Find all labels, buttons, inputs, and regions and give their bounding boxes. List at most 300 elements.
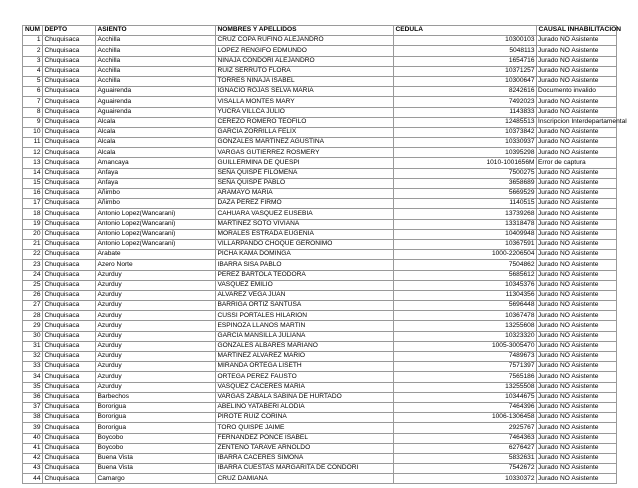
row-nombre: LOPEZ RENGIFO EDMUNDO <box>216 46 394 56</box>
table-row <box>23 219 617 229</box>
row-asiento: Acchilla <box>96 56 216 66</box>
row-asiento: Acchilla <box>96 46 216 56</box>
row-depto: Chuquisaca <box>43 36 96 46</box>
row-causal: Jurado NO Asistente <box>537 301 617 311</box>
row-causal: Jurado NO Asistente <box>537 331 617 341</box>
row-cedula: 10395298 <box>394 148 537 158</box>
row-causal: Jurado NO Asistente <box>537 107 617 117</box>
row-depto: Chuquisaca <box>43 138 96 148</box>
row-num: 9 <box>23 117 43 127</box>
row-depto: Chuquisaca <box>43 56 96 66</box>
row-depto: Chuquisaca <box>43 331 96 341</box>
row-causal: Jurado NO Asistente <box>537 148 617 158</box>
row-depto: Chuquisaca <box>43 392 96 402</box>
row-nombre: TORRES NINAJA ISABEL <box>216 76 394 86</box>
row-cedula: 13739268 <box>394 209 537 219</box>
row-causal: Jurado NO Asistente <box>537 127 617 137</box>
row-depto: Chuquisaca <box>43 453 96 463</box>
row-cedula: 7504862 <box>394 260 537 270</box>
row-asiento: Antonio Lopez(Wancarani) <box>96 229 216 239</box>
row-nombre: TORO QUISPE JAIME <box>216 423 394 433</box>
row-nombre: FERNANDEZ PONCE ISABEL <box>216 433 394 443</box>
row-asiento: Añimbo <box>96 189 216 199</box>
row-num: 1 <box>23 36 43 46</box>
row-nombre: NINAJA CONDORI ALEJANDRO <box>216 56 394 66</box>
row-asiento: Azurduy <box>96 321 216 331</box>
row-num: 2 <box>23 46 43 56</box>
header-nombre: NOMBRES Y APELLIDOS <box>216 26 394 36</box>
row-asiento: Aguairenda <box>96 107 216 117</box>
row-asiento: Azurduy <box>96 331 216 341</box>
row-num: 32 <box>23 352 43 362</box>
row-causal: Jurado NO Asistente <box>537 178 617 188</box>
row-cedula: 10409948 <box>394 229 537 239</box>
row-depto: Chuquisaca <box>43 209 96 219</box>
row-cedula: 5669529 <box>394 189 537 199</box>
row-causal: Jurado NO Asistente <box>537 219 617 229</box>
row-causal: Jurado NO Asistente <box>537 189 617 199</box>
row-nombre: GUILLERMINA DE QUESPI <box>216 158 394 168</box>
row-depto: Chuquisaca <box>43 229 96 239</box>
row-nombre: SEÑA QUISPE PABLO <box>216 178 394 188</box>
row-asiento: Azurduy <box>96 382 216 392</box>
row-causal: Jurado NO Asistente <box>537 362 617 372</box>
row-nombre: MARTINEZ SOTO VIVIANA <box>216 219 394 229</box>
row-nombre: CRUZ DAMIANA <box>216 474 394 484</box>
row-num: 6 <box>23 87 43 97</box>
table-row <box>23 199 617 209</box>
table-row <box>23 76 617 86</box>
table-row <box>23 443 617 453</box>
row-asiento: Azurduy <box>96 362 216 372</box>
row-cedula: 10345376 <box>394 280 537 290</box>
row-cedula: 7464396 <box>394 402 537 412</box>
row-cedula: 3658689 <box>394 178 537 188</box>
table-row <box>23 87 617 97</box>
row-depto: Chuquisaca <box>43 148 96 158</box>
row-num: 25 <box>23 280 43 290</box>
row-causal: Jurado NO Asistente <box>537 209 617 219</box>
row-depto: Chuquisaca <box>43 311 96 321</box>
row-nombre: MORALES ESTRADA EUGENIA <box>216 229 394 239</box>
row-cedula: 1000-2206504 <box>394 250 537 260</box>
row-num: 8 <box>23 107 43 117</box>
row-nombre: VARGAS ZABALA SABINA DE HURTADO <box>216 392 394 402</box>
row-causal: Jurado NO Asistente <box>537 46 617 56</box>
row-nombre: YUCRA VILLCA JULIO <box>216 107 394 117</box>
row-cedula: 10371257 <box>394 66 537 76</box>
row-cedula: 10330372 <box>394 474 537 484</box>
row-asiento: Azero Norte <box>96 260 216 270</box>
header-depto: DEPTO <box>43 26 96 36</box>
row-num: 27 <box>23 301 43 311</box>
row-cedula: 1010-1001656M <box>394 158 537 168</box>
row-asiento: Azurduy <box>96 290 216 300</box>
row-nombre: ALVAREZ VEGA JUAN <box>216 290 394 300</box>
row-cedula: 7492023 <box>394 97 537 107</box>
row-nombre: CEREZO ROMERO TEOFILO <box>216 117 394 127</box>
row-num: 21 <box>23 239 43 249</box>
row-depto: Chuquisaca <box>43 260 96 270</box>
row-causal: Jurado NO Asistente <box>537 168 617 178</box>
row-cedula: 7464363 <box>394 433 537 443</box>
row-cedula: 10373842 <box>394 127 537 137</box>
row-cedula: 8242616 <box>394 87 537 97</box>
row-num: 28 <box>23 311 43 321</box>
row-num: 7 <box>23 97 43 107</box>
row-depto: Chuquisaca <box>43 321 96 331</box>
table-row <box>23 372 617 382</box>
row-asiento: Acchilla <box>96 76 216 86</box>
row-asiento: Bororigua <box>96 423 216 433</box>
row-asiento: Buena Vista <box>96 453 216 463</box>
row-asiento: Añimbo <box>96 199 216 209</box>
table-row <box>23 168 617 178</box>
row-nombre: ESPINOZA LLANOS MARTIN <box>216 321 394 331</box>
row-depto: Chuquisaca <box>43 219 96 229</box>
row-cedula: 7542672 <box>394 464 537 474</box>
row-depto: Chuquisaca <box>43 464 96 474</box>
row-nombre: ABELINO YATABERI ALODIA <box>216 402 394 412</box>
row-nombre: BARRIGA ORTIZ SANTUSA <box>216 301 394 311</box>
row-num: 18 <box>23 209 43 219</box>
row-depto: Chuquisaca <box>43 168 96 178</box>
row-nombre: GARCIA MANSILLA JULIANA <box>216 331 394 341</box>
row-causal: Jurado NO Asistente <box>537 443 617 453</box>
row-nombre: GONZALES MARTINEZ AGUSTINA <box>216 138 394 148</box>
row-nombre: RUIZ SERRUTO FLORA <box>216 66 394 76</box>
row-depto: Chuquisaca <box>43 87 96 97</box>
table-row <box>23 127 617 137</box>
row-num: 30 <box>23 331 43 341</box>
row-num: 22 <box>23 250 43 260</box>
header-causal: CAUSAL INHABILITACION <box>537 26 617 36</box>
row-depto: Chuquisaca <box>43 66 96 76</box>
row-asiento: Alcala <box>96 138 216 148</box>
row-depto: Chuquisaca <box>43 443 96 453</box>
row-depto: Chuquisaca <box>43 158 96 168</box>
row-depto: Chuquisaca <box>43 362 96 372</box>
row-asiento: Camargo <box>96 474 216 484</box>
row-num: 41 <box>23 443 43 453</box>
row-depto: Chuquisaca <box>43 189 96 199</box>
row-num: 44 <box>23 474 43 484</box>
table-row <box>23 464 617 474</box>
row-depto: Chuquisaca <box>43 127 96 137</box>
row-num: 23 <box>23 260 43 270</box>
row-causal: Jurado NO Asistente <box>537 270 617 280</box>
row-cedula: 13255608 <box>394 321 537 331</box>
row-num: 16 <box>23 189 43 199</box>
row-nombre: PICHA KAMA DOMINGA <box>216 250 394 260</box>
row-depto: Chuquisaca <box>43 117 96 127</box>
row-cedula: 11304356 <box>394 290 537 300</box>
row-nombre: VASQUEZ CACERES MARIA <box>216 382 394 392</box>
row-depto: Chuquisaca <box>43 280 96 290</box>
row-causal: Jurado NO Asistente <box>537 229 617 239</box>
row-cedula: 10300647 <box>394 76 537 86</box>
row-depto: Chuquisaca <box>43 352 96 362</box>
row-causal: Jurado NO Asistente <box>537 464 617 474</box>
table-row <box>23 239 617 249</box>
row-depto: Chuquisaca <box>43 402 96 412</box>
row-depto: Chuquisaca <box>43 46 96 56</box>
spreadsheet <box>22 25 627 484</box>
row-cedula: 10330937 <box>394 138 537 148</box>
row-causal: Jurado NO Asistente <box>537 423 617 433</box>
row-depto: Chuquisaca <box>43 97 96 107</box>
row-causal: Jurado NO Asistente <box>537 280 617 290</box>
row-asiento: Antonio Lopez(Wancarani) <box>96 209 216 219</box>
row-depto: Chuquisaca <box>43 239 96 249</box>
table-row <box>23 209 617 219</box>
row-cedula: 10300103 <box>394 36 537 46</box>
row-nombre: VILLARPANDO CHOQUE GERONIMO <box>216 239 394 249</box>
row-cedula: 1654716 <box>394 56 537 66</box>
table-row <box>23 280 617 290</box>
row-asiento: Barbechos <box>96 392 216 402</box>
row-nombre: GONZALES ALBARES MARIANO <box>216 341 394 351</box>
row-nombre: CRUZ COPA RUFINO ALEJANDRO <box>216 36 394 46</box>
row-asiento: Azurduy <box>96 341 216 351</box>
table-row <box>23 250 617 260</box>
row-cedula: 5685612 <box>394 270 537 280</box>
row-nombre: ORTEGA PEREZ FAUSTO <box>216 372 394 382</box>
row-asiento: Azurduy <box>96 270 216 280</box>
row-asiento: Amancaya <box>96 158 216 168</box>
row-nombre: IBARRA SISA PABLO <box>216 260 394 270</box>
row-cedula: 6276427 <box>394 443 537 453</box>
header-cedula: CEDULA <box>394 26 537 36</box>
row-causal: Jurado NO Asistente <box>537 36 617 46</box>
table-row <box>23 117 617 127</box>
row-num: 42 <box>23 453 43 463</box>
row-depto: Chuquisaca <box>43 270 96 280</box>
row-depto: Chuquisaca <box>43 433 96 443</box>
row-depto: Chuquisaca <box>43 341 96 351</box>
row-asiento: Azurduy <box>96 372 216 382</box>
row-depto: Chuquisaca <box>43 413 96 423</box>
table-row <box>23 321 617 331</box>
row-num: 35 <box>23 382 43 392</box>
row-causal: Jurado NO Asistente <box>537 433 617 443</box>
table-row <box>23 290 617 300</box>
row-asiento: Aguairenda <box>96 97 216 107</box>
row-causal: Jurado NO Asistente <box>537 66 617 76</box>
row-num: 12 <box>23 148 43 158</box>
table-row <box>23 189 617 199</box>
row-causal: Jurado NO Asistente <box>537 199 617 209</box>
row-asiento: Azurduy <box>96 311 216 321</box>
row-cedula: 7565186 <box>394 372 537 382</box>
row-depto: Chuquisaca <box>43 372 96 382</box>
table-row <box>23 260 617 270</box>
row-asiento: Azurduy <box>96 301 216 311</box>
row-causal: Jurado NO Asistente <box>537 97 617 107</box>
row-asiento: Alcala <box>96 117 216 127</box>
row-depto: Chuquisaca <box>43 250 96 260</box>
row-num: 5 <box>23 76 43 86</box>
row-asiento: Bororigua <box>96 402 216 412</box>
row-cedula: 1005-3005470 <box>394 341 537 351</box>
row-asiento: Antonio Lopez(Wancarani) <box>96 239 216 249</box>
row-num: 24 <box>23 270 43 280</box>
row-causal: Inscripcion Interdepartamental <box>537 117 617 127</box>
row-num: 26 <box>23 290 43 300</box>
row-causal: Jurado NO Asistente <box>537 260 617 270</box>
row-nombre: IBARRA CUESTAS MARGARITA DE CONDORI <box>216 464 394 474</box>
row-causal: Jurado NO Asistente <box>537 311 617 321</box>
row-nombre: VASQUEZ EMILIO <box>216 280 394 290</box>
row-num: 43 <box>23 464 43 474</box>
row-asiento: Boycobo <box>96 443 216 453</box>
table-row <box>23 423 617 433</box>
row-nombre: DAZA PEREZ FIRMO <box>216 199 394 209</box>
row-asiento: Alcala <box>96 148 216 158</box>
table-row <box>23 453 617 463</box>
row-num: 14 <box>23 168 43 178</box>
row-nombre: VARGAS GUTIERREZ ROSMERY <box>216 148 394 158</box>
row-causal: Jurado NO Asistente <box>537 402 617 412</box>
header-num: NUM <box>23 26 43 36</box>
row-nombre: MARTINEZ ALVAREZ MARIO <box>216 352 394 362</box>
row-num: 31 <box>23 341 43 351</box>
row-num: 10 <box>23 127 43 137</box>
row-asiento: Antonio Lopez(Wancarani) <box>96 219 216 229</box>
row-nombre: IBARRA CACERES SIMONA <box>216 453 394 463</box>
row-cedula: 7500275 <box>394 168 537 178</box>
row-asiento: Boycobo <box>96 433 216 443</box>
row-causal: Jurado NO Asistente <box>537 413 617 423</box>
row-nombre: PIROTE RUIZ CORINA <box>216 413 394 423</box>
row-causal: Jurado NO Asistente <box>537 474 617 484</box>
row-depto: Chuquisaca <box>43 290 96 300</box>
table-row <box>23 36 617 46</box>
row-cedula: 5048113 <box>394 46 537 56</box>
row-depto: Chuquisaca <box>43 76 96 86</box>
row-causal: Jurado NO Asistente <box>537 250 617 260</box>
row-depto: Chuquisaca <box>43 382 96 392</box>
row-depto: Chuquisaca <box>43 301 96 311</box>
row-causal: Jurado NO Asistente <box>537 352 617 362</box>
table-row <box>23 433 617 443</box>
row-causal: Jurado NO Asistente <box>537 321 617 331</box>
row-cedula: 10367478 <box>394 311 537 321</box>
table-row <box>23 66 617 76</box>
row-causal: Jurado NO Asistente <box>537 453 617 463</box>
table-row <box>23 97 617 107</box>
row-causal: Jurado NO Asistente <box>537 372 617 382</box>
row-causal: Documento invalido <box>537 87 617 97</box>
table-row <box>23 341 617 351</box>
table-row <box>23 107 617 117</box>
row-asiento: Buena Vista <box>96 464 216 474</box>
row-cedula: 12485513 <box>394 117 537 127</box>
row-nombre: GARCIA ZORRILLA FELIX <box>216 127 394 137</box>
row-num: 40 <box>23 433 43 443</box>
row-nombre: PEREZ BARTOLA TEODORA <box>216 270 394 280</box>
table-row <box>23 362 617 372</box>
table-row <box>23 178 617 188</box>
row-cedula: 13255508 <box>394 382 537 392</box>
row-causal: Jurado NO Asistente <box>537 341 617 351</box>
row-causal: Jurado NO Asistente <box>537 76 617 86</box>
row-num: 17 <box>23 199 43 209</box>
row-cedula: 10344675 <box>394 392 537 402</box>
table-body <box>23 36 627 484</box>
row-num: 3 <box>23 56 43 66</box>
table-row <box>23 382 617 392</box>
row-cedula: 5832631 <box>394 453 537 463</box>
row-cedula: 7571397 <box>394 362 537 372</box>
header-asiento: ASIENTO <box>96 26 216 36</box>
table-row <box>23 138 617 148</box>
row-num: 29 <box>23 321 43 331</box>
table-row <box>23 352 617 362</box>
row-num: 37 <box>23 402 43 412</box>
row-nombre: SEÑA QUISPE FILOMENA <box>216 168 394 178</box>
row-causal: Jurado NO Asistente <box>537 239 617 249</box>
row-num: 15 <box>23 178 43 188</box>
row-asiento: Azurduy <box>96 280 216 290</box>
row-asiento: Bororigua <box>96 413 216 423</box>
row-asiento: Alcala <box>96 127 216 137</box>
row-asiento: Acchilla <box>96 66 216 76</box>
row-cedula: 5696448 <box>394 301 537 311</box>
row-num: 13 <box>23 158 43 168</box>
table-row <box>23 270 617 280</box>
row-cedula: 7489673 <box>394 352 537 362</box>
row-depto: Chuquisaca <box>43 474 96 484</box>
row-nombre: CAHUARA VASQUEZ EUSEBIA <box>216 209 394 219</box>
table-row <box>23 301 617 311</box>
row-asiento: Aguairenda <box>96 87 216 97</box>
row-causal: Jurado NO Asistente <box>537 138 617 148</box>
table-row <box>23 56 617 66</box>
row-num: 19 <box>23 219 43 229</box>
row-depto: Chuquisaca <box>43 178 96 188</box>
row-asiento: Acchilla <box>96 36 216 46</box>
row-causal: Jurado NO Asistente <box>537 290 617 300</box>
table-row <box>23 474 617 484</box>
table-row <box>23 331 617 341</box>
table-row <box>23 158 617 168</box>
header-row <box>23 26 617 36</box>
row-num: 33 <box>23 362 43 372</box>
table-row <box>23 148 617 158</box>
row-num: 11 <box>23 138 43 148</box>
row-cedula: 1006-1306458 <box>394 413 537 423</box>
row-asiento: Arabate <box>96 250 216 260</box>
row-nombre: ARAMAYO MARIA <box>216 189 394 199</box>
table-row <box>23 392 617 402</box>
table-row <box>23 413 617 423</box>
row-depto: Chuquisaca <box>43 107 96 117</box>
table-row <box>23 402 617 412</box>
row-nombre: MIRANDA ORTEGA LISETH <box>216 362 394 372</box>
row-causal: Error de captura <box>537 158 617 168</box>
inhabilitacion-table <box>22 25 627 484</box>
row-num: 39 <box>23 423 43 433</box>
row-num: 38 <box>23 413 43 423</box>
table-row <box>23 46 617 56</box>
row-cedula: 13318478 <box>394 219 537 229</box>
row-num: 34 <box>23 372 43 382</box>
row-num: 20 <box>23 229 43 239</box>
row-causal: Jurado NO Asistente <box>537 392 617 402</box>
row-cedula: 10367591 <box>394 239 537 249</box>
row-num: 4 <box>23 66 43 76</box>
